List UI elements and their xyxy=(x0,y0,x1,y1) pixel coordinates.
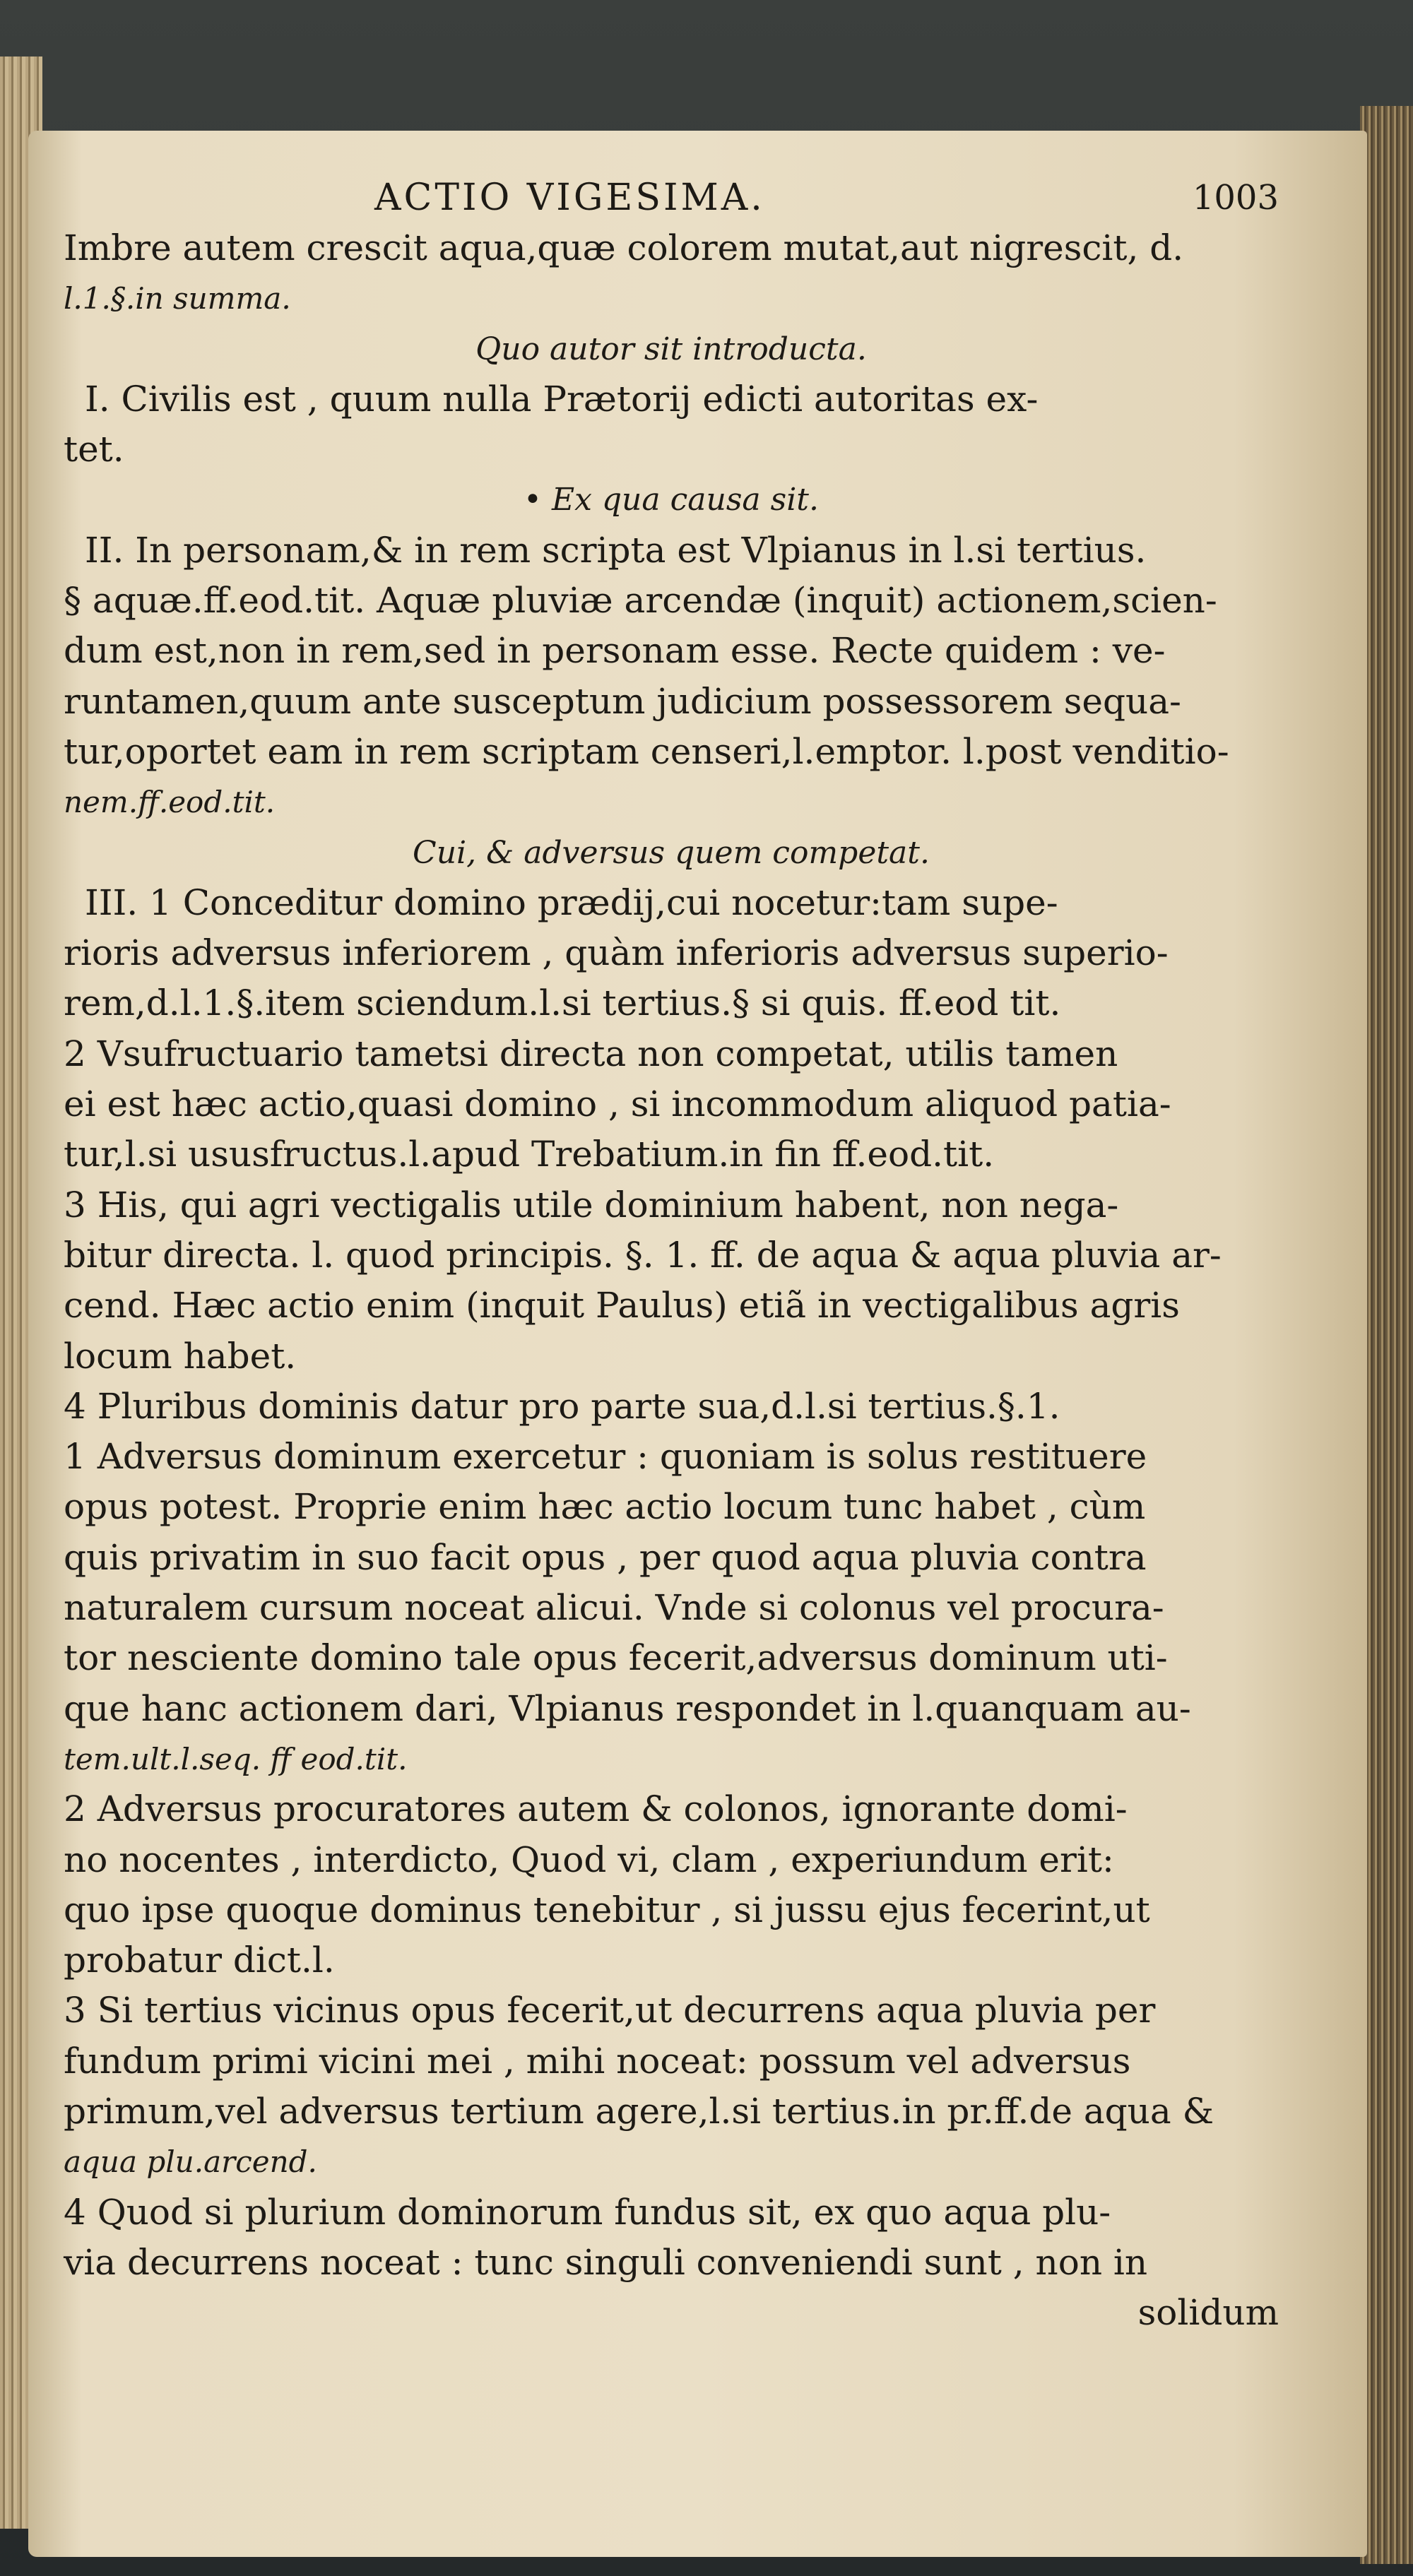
text-line: II. In personam,& in rem scripta est Vlpianus in l.si tertius. xyxy=(85,529,1147,571)
text-line: runtamen,quum ante susceptum judicium possessorem sequa- xyxy=(64,680,1181,722)
section-heading: Cui, & adversus quem competat. xyxy=(413,834,930,871)
text-line: quis privatim in suo facit opus , per quod aqua pluvia contra xyxy=(64,1536,1147,1578)
text-line: via decurrens noceat : tunc singuli conveniendi sunt , non in xyxy=(64,2241,1148,2283)
text-line: opus potest. Proprie enim hæc actio locum tunc habet , cùm xyxy=(64,1486,1146,1528)
text-line: nem.ff.eod.tit. xyxy=(64,785,276,820)
text-line: 4 Quod si plurium dominorum fundus sit, ex quo aqua plu- xyxy=(64,2191,1111,2233)
text-line: quo ipse quoque dominus tenebitur , si jussu ejus fecerint,ut xyxy=(64,1889,1150,1930)
text-line: naturalem cursum noceat alicui. Vnde si colonus vel procura- xyxy=(64,1587,1164,1629)
text-line: ei est hæc actio,quasi domino , si incommodum aliquod patia- xyxy=(64,1084,1171,1125)
running-title: ACTIO VIGESIMA. xyxy=(374,177,765,219)
text-line: rem,d.l.1.§.item sciendum.l.si tertius.§ si quis. ff.eod tit. xyxy=(64,983,1061,1024)
text-line: bitur directa. l. quod principis. §. 1. ff. de aqua & aqua pluvia ar- xyxy=(64,1234,1222,1276)
text-line: tem.ult.l.seq. ff eod.tit. xyxy=(64,1741,408,1776)
catchword: solidum xyxy=(1137,2292,1279,2334)
text-line: 4 Pluribus dominis datur pro parte sua,d.l.si tertius.§.1. xyxy=(64,1385,1060,1427)
text-line: tor nesciente domino tale opus fecerit,adversus dominum uti- xyxy=(64,1637,1168,1679)
text-line: primum,vel adversus tertium agere,l.si tertius.in pr.ff.de aqua & xyxy=(64,2090,1214,2132)
text-line: aqua plu.arcend. xyxy=(64,2144,317,2180)
text-line: tur,oportet eam in rem scriptam censeri,l.emptor. l.post venditio- xyxy=(64,730,1229,772)
text-line: tur,l.si ususfructus.l.apud Trebatium.in fin ff.eod.tit. xyxy=(64,1134,995,1175)
text-line: III. 1 Conceditur domino prædij,cui nocetur:tam supe- xyxy=(85,882,1058,923)
text-line: I. Civilis est , quum nulla Prætorij edicti autoritas ex- xyxy=(85,378,1039,420)
text-line: fundum primi vicini mei , mihi noceat: possum vel adversus xyxy=(64,2040,1131,2082)
text-line: rioris adversus inferiorem , quàm inferioris adversus superio- xyxy=(64,932,1169,974)
running-head xyxy=(64,173,1279,223)
section-heading: Quo autor sit introducta. xyxy=(475,331,867,367)
page-text xyxy=(64,173,1279,2338)
right-page-edges xyxy=(1360,106,1413,2564)
text-line: probatur dict.l. xyxy=(64,1940,335,1981)
text-line: no nocentes , interdicto, Quod vi, clam , experiundum erit: xyxy=(64,1839,1114,1880)
text-line: cend. Hæc actio enim (inquit Paulus) etiã in vectigalibus agris xyxy=(64,1285,1180,1326)
text-line: 2 Vsufructuario tametsi directa non competat, utilis tamen xyxy=(64,1033,1118,1074)
text-line: 3 Si tertius vicinus opus fecerit,ut decurrens aqua pluvia per xyxy=(64,1990,1156,2031)
text-line: l.1.§.in summa. xyxy=(64,281,291,316)
text-line: tet. xyxy=(64,429,124,470)
text-line: 3 His, qui agri vectigalis utile dominium habent, non nega- xyxy=(64,1184,1119,1225)
text-line: 1 Adversus dominum exercetur : quoniam is solus restituere xyxy=(64,1436,1147,1478)
text-line: Imbre autem crescit aqua,quæ colorem mutat,aut nigrescit, d. xyxy=(64,227,1184,268)
text-line: que hanc actionem dari, Vlpianus respondet in l.quanquam au- xyxy=(64,1687,1191,1729)
text-line: 2 Adversus procuratores autem & colonos, ignorante domi- xyxy=(64,1788,1128,1830)
section-heading: • Ex qua causa sit. xyxy=(524,482,819,518)
page-number: 1003 xyxy=(1192,178,1279,218)
text-line: § aquæ.ff.eod.tit. Aquæ pluviæ arcendæ (inquit) actionem,scien- xyxy=(64,580,1217,622)
text-line: locum habet. xyxy=(64,1335,297,1377)
text-line: dum est,non in rem,sed in personam esse. Recte quidem : ve- xyxy=(64,630,1166,672)
